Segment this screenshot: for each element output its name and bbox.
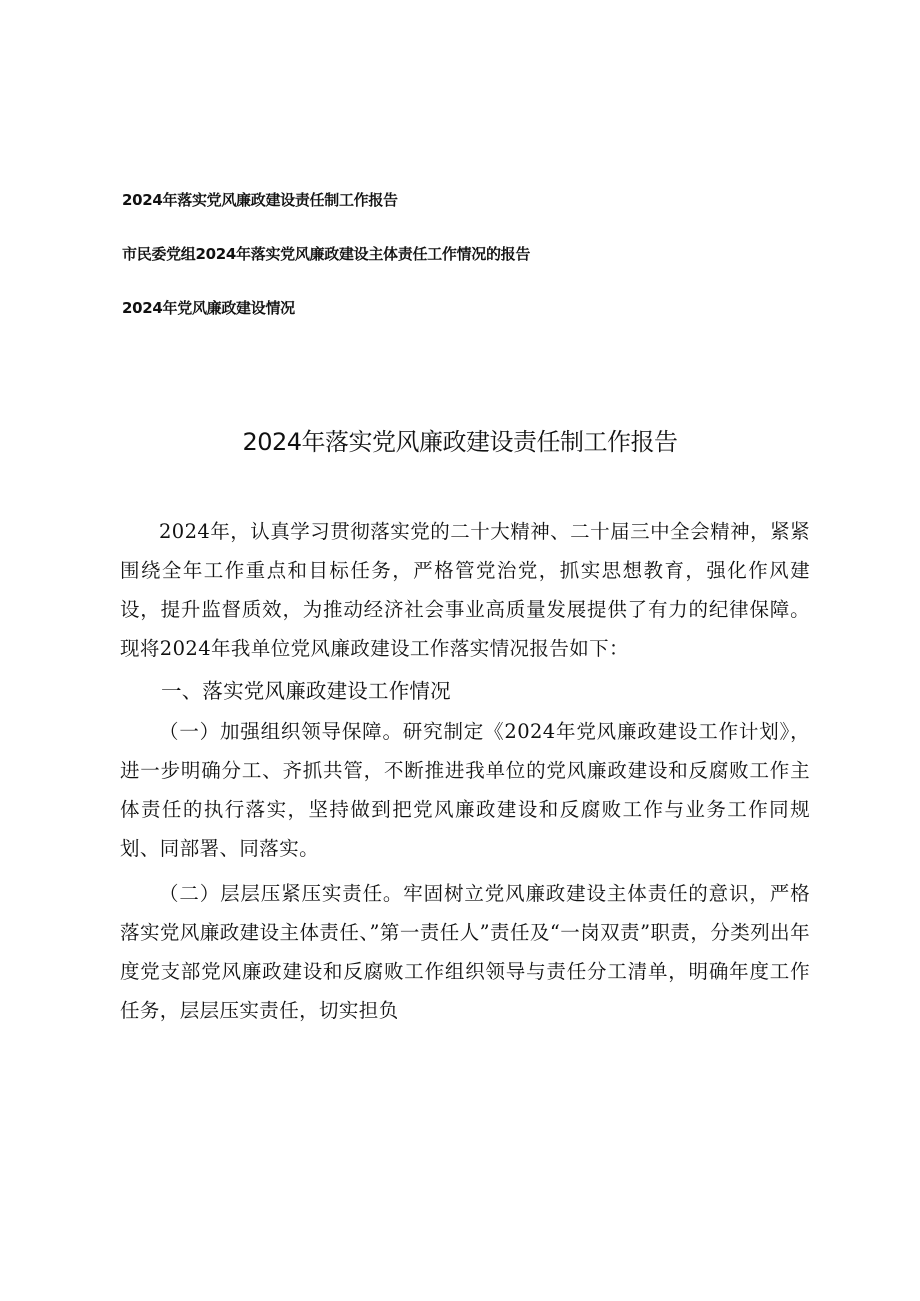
intro-paragraph: 2024年，认真学习贯彻落实党的二十大精神、二十届三中全会精神，紧紧围绕全年工作重点和目标任务，严格管党治党，抓实思想教育，强化作风建设，提升监督质效，为推动经济社会事业高质量发展提供了有力的纪律保障。现将2024年我单位党风廉政建设工作落实情况报告如下： xyxy=(120,520,810,660)
toc-item-2[interactable]: 市民委党组2024年落实党风廉政建设主体责任工作情况的报告 xyxy=(122,245,531,263)
document-title: 2024年落实党风廉政建设责任制工作报告 xyxy=(242,428,678,456)
toc-item-1[interactable]: 2024年落实党风廉政建设责任制工作报告 xyxy=(122,191,398,209)
paragraph-item-1: （一）加强组织领导保障。研究制定《2024年党风廉政建设工作计划》，进一步明确分工、齐抓共管，不断推进我单位的党风廉政建设和反腐败工作主体责任的执行落实，坚持做到把党风廉政建设和反腐败工作与业务工作同规划、同部署、同落实。 xyxy=(120,720,810,860)
table-of-contents xyxy=(122,190,822,352)
section-heading-1: 一、落实党风廉政建设工作情况 xyxy=(161,679,451,703)
document-body xyxy=(120,512,810,1030)
toc-item-3[interactable]: 2024年党风廉政建设情况 xyxy=(122,299,295,317)
paragraph-item-2: （二）层层压紧压实责任。牢固树立党风廉政建设主体责任的意识，严格落实党风廉政建设主体责任、”第一责任人”责任及“一岗双责”职责，分类列出年度党支部党风廉政建设和反腐败工作组织领导与责任分工清单，明确年度工作任务，层层压实责任，切实担负 xyxy=(120,882,810,1022)
